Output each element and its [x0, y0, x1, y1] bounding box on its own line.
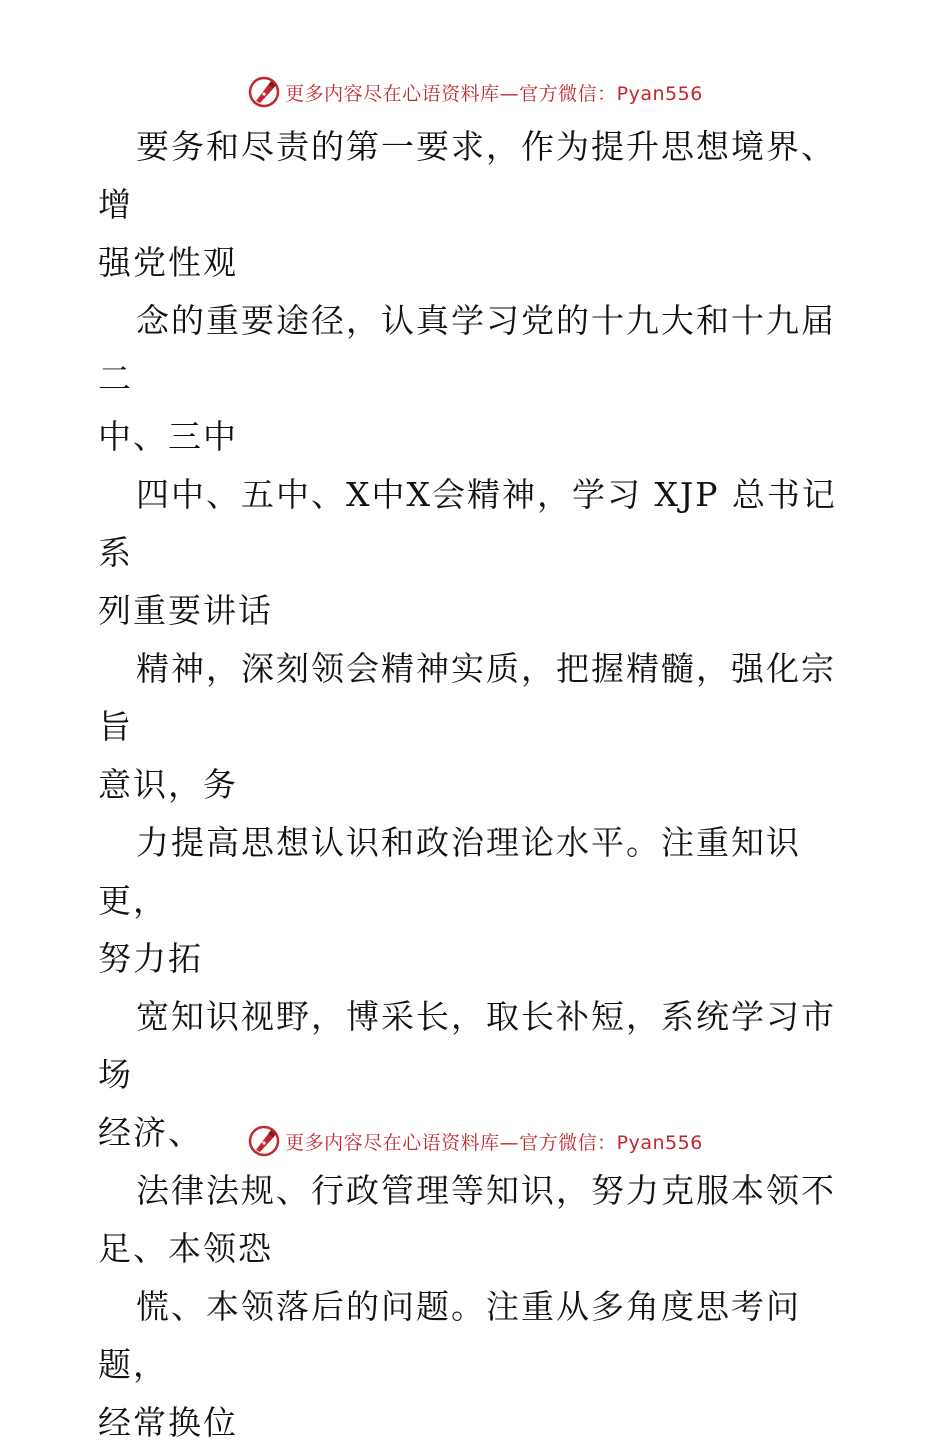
paragraph-line: 法律法规、行政管理等知识，努力克服本领不 — [136, 1171, 836, 1210]
paragraph-line: 力提高思想认识和政治理论水平。注重知识更， — [98, 823, 801, 920]
body-paragraph — [98, 466, 858, 640]
header-text: 更多内容尽在心语资料库—官方微信：Pyan556 — [285, 82, 703, 105]
paragraph-line: 宽知识视野，博采长，取长补短，系统学习市场 — [98, 997, 836, 1094]
paragraph-line: 慌、本领落后的问题。注重从多角度思考问题， — [98, 1287, 801, 1384]
paragraph-continuation: 中、三中 — [98, 417, 238, 456]
footer-banner — [0, 1121, 950, 1161]
body-paragraph — [98, 118, 858, 292]
body-paragraph — [98, 814, 858, 988]
paragraph-continuation: 强党性观 — [98, 243, 238, 282]
body-paragraph — [98, 1162, 858, 1278]
pen-nib-logo-icon — [247, 75, 281, 109]
paragraph-line: 念的重要途径，认真学习党的十九大和十九届二 — [98, 301, 836, 398]
document-body — [98, 118, 858, 1452]
body-paragraph — [98, 292, 858, 466]
paragraph-line: 要务和尽责的第一要求，作为提升思想境界、增 — [98, 127, 836, 224]
body-paragraph — [98, 1278, 858, 1452]
body-paragraph — [98, 640, 858, 814]
paragraph-continuation: 经济、 — [98, 1113, 203, 1152]
paragraph-continuation: 努力拓 — [98, 939, 203, 978]
header-banner — [0, 72, 950, 112]
pen-nib-logo-icon — [247, 1124, 281, 1158]
paragraph-line: 精神，深刻领会精神实质，把握精髓，强化宗旨 — [98, 649, 836, 746]
footer-text: 更多内容尽在心语资料库—官方微信：Pyan556 — [285, 1131, 703, 1154]
paragraph-line: 四中、五中、X中X会精神，学习 XJP 总书记系 — [98, 475, 837, 572]
paragraph-continuation: 经常换位 — [98, 1403, 238, 1442]
paragraph-continuation: 足、本领恐 — [98, 1229, 273, 1268]
paragraph-continuation: 意识，务 — [98, 765, 238, 804]
paragraph-continuation: 列重要讲话 — [98, 591, 273, 630]
